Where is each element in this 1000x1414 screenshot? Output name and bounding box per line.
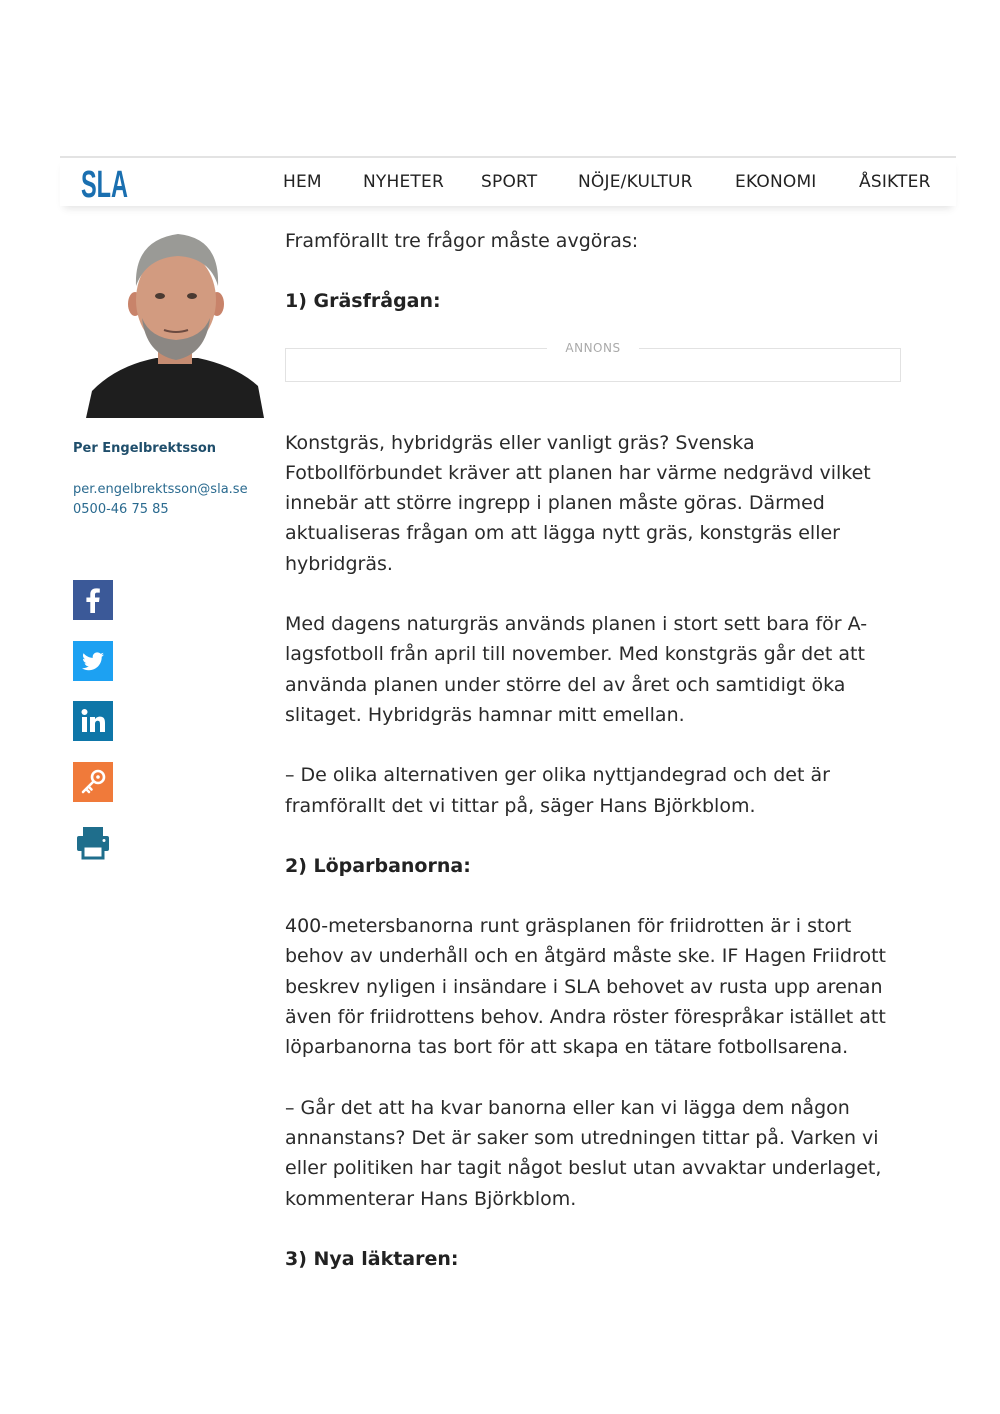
site-header [60,156,956,206]
linkedin-icon [73,701,113,741]
article-heading-2: 2) Löparbanorna: [285,854,471,877]
svg-text:SLA: SLA [81,164,128,206]
article-paragraph: 400-metersbanorna runt gräsplanen för friidrotten är i stort behov av underhåll och en åtgärd måste ske. IF Hagen Friidrott beskrev nyligen i insändare i SLA behovet av rusta upp arenan även för friidrottens behov. Andra röster förespråkar istället att löparbanorna tas bort för att skapa en tätare fotbollsarena. [285,915,886,1059]
print-icon [73,823,113,863]
ad-label: ANNONS [547,341,638,355]
nav-item-noje-kultur[interactable]: NÖJE/KULTUR [578,172,693,192]
twitter-share-button[interactable] [73,641,113,681]
article-quote: – Går det att ha kvar banorna eller kan vi lägga dem någon annanstans? Det är saker som utredningen tittar på. Varken vi eller politiken har tagit något beslut utan avvaktar underlaget, kommenterar Hans Björkblom. [285,1096,882,1210]
author-email[interactable]: per.engelbrektsson@sla.se [73,482,248,497]
author-photo [86,226,264,418]
article-quote: – De olika alternativen ger olika nyttjandegrad och det är framförallt det vi tittar på, säger Hans Björkblom. [285,764,830,817]
nav-item-hem[interactable]: HEM [283,172,322,192]
author-phone: 0500-46 75 85 [73,502,169,517]
nav-item-asikter[interactable]: ÅSIKTER [859,172,931,192]
author-name[interactable]: Per Engelbrektsson [73,441,217,456]
twitter-icon [73,641,113,681]
article-heading-3: 3) Nya läktaren: [285,1247,459,1270]
key-icon [73,762,113,802]
article-paragraph: Konstgräs, hybridgräs eller vanligt gräs? Svenska Fotbollförbundet kräver att planen har värme nedgrävd vilket innebär att större ingrepp i planen måste göras. Därmed aktualiseras frågan om att lägga nytt gräs, konstgräs eller hybridgräs. [285,431,871,575]
article-intro: Framförallt tre frågor måste avgöras: [285,230,639,252]
facebook-icon [73,580,113,620]
nav-item-ekonomi[interactable]: EKONOMI [735,172,817,192]
article-heading-1: 1) Gräsfrågan: [285,290,441,313]
article-paragraph: Med dagens naturgräs används planen i stort sett bara för A-lagsfotboll från april till november. Med konstgräs går det att använda planen under större del av året och samtidigt öka slitaget. Hybridgräs hamnar mitt emellan. [285,613,868,726]
key-share-button[interactable] [73,762,113,802]
print-button[interactable] [73,823,113,863]
nav-item-nyheter[interactable]: NYHETER [363,172,444,192]
article-body [285,226,895,1274]
nav-item-sport[interactable]: SPORT [481,172,538,192]
linkedin-share-button[interactable] [73,701,113,741]
main-nav [60,158,956,206]
facebook-share-button[interactable] [73,580,113,620]
